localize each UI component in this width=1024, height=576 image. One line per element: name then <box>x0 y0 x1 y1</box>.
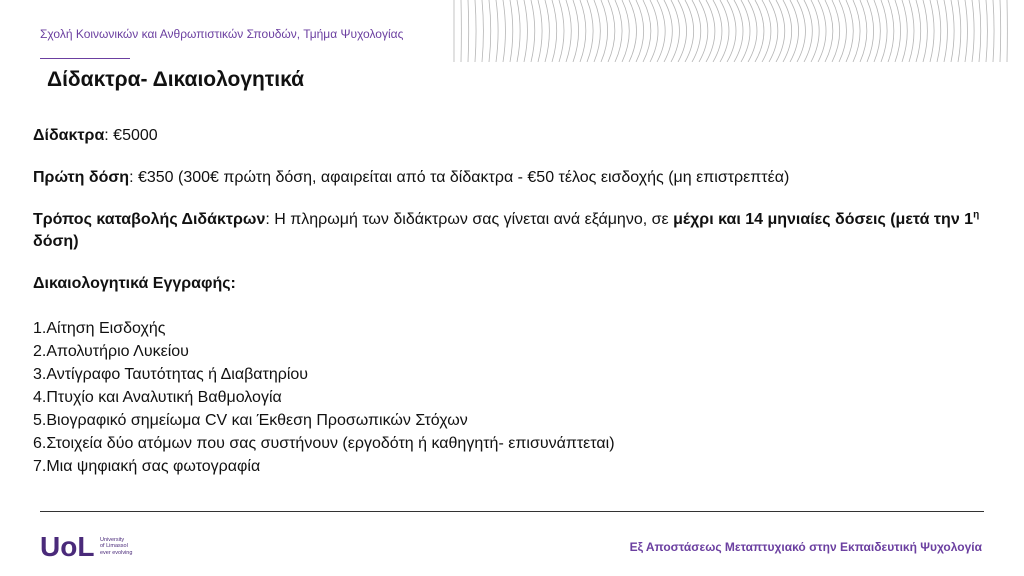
payment-label: Τρόπος καταβολής Διδάκτρων <box>33 211 266 228</box>
list-item: 1.Αίτηση Εισδοχής <box>33 320 166 337</box>
list-item: 5.Βιογραφικό σημείωμα CV και Έκθεση Προσωπικών Στόχων <box>33 412 468 429</box>
pattern-arc <box>503 0 505 62</box>
pattern-arc <box>755 0 764 62</box>
pattern-arc <box>615 0 622 62</box>
pattern-arc <box>846 0 853 62</box>
pattern-arc <box>559 0 564 62</box>
pattern-arc <box>748 0 757 62</box>
pattern-arc <box>944 0 947 62</box>
documents-list <box>33 317 983 478</box>
pattern-arc <box>734 0 743 62</box>
pattern-arc <box>895 0 901 62</box>
fees-value: : €5000 <box>104 127 158 144</box>
list-item: 3.Αντίγραφο Ταυτότητας ή Διαβατηρίου <box>33 366 309 383</box>
payment-text: : Η πληρωμή των διδάκτρων σας γίνεται ανά εξάμηνο, σε <box>265 211 674 228</box>
pattern-arc <box>517 0 520 62</box>
pattern-arc <box>720 0 729 62</box>
pattern-arc <box>776 0 785 62</box>
first-installment-line <box>33 167 983 189</box>
pattern-arc <box>881 0 887 62</box>
pattern-arc <box>923 0 927 62</box>
pattern-arc <box>601 0 608 62</box>
svg-text:UoL: UoL <box>40 531 95 562</box>
payment-line <box>33 209 983 253</box>
pattern-arc <box>636 0 644 62</box>
pattern-arc <box>524 0 527 62</box>
pattern-arc <box>643 0 651 62</box>
uol-logo-icon <box>40 528 98 562</box>
pattern-arc <box>629 0 636 62</box>
pattern-arc <box>482 0 483 62</box>
pattern-arc <box>573 0 579 62</box>
logo-caption: University of Limassol ever evolving <box>100 536 133 556</box>
pattern-arc <box>902 0 907 62</box>
page-title: Δίδακτρα- Δικαιολογητικά <box>47 68 305 91</box>
pattern-arc <box>622 0 629 62</box>
pattern-arc <box>951 0 954 62</box>
divider <box>40 58 130 59</box>
pattern-arc <box>545 0 549 62</box>
footer-divider <box>40 511 984 512</box>
pattern-arc <box>769 0 778 62</box>
pattern-arc <box>867 0 874 62</box>
pattern-arc <box>538 0 542 62</box>
pattern-arc <box>552 0 557 62</box>
pattern-arc <box>741 0 750 62</box>
pattern-arc <box>762 0 771 62</box>
first-installment-value: : €350 (300€ πρώτη δόση, αφαιρείται από τα δίδακτρα - €50 τέλος εισδοχής (μη επιστρεπτέα) <box>129 169 790 186</box>
program-name: Εξ Αποστάσεως Μεταπτυχιακό στην Εκπαιδευτική Ψυχολογία <box>629 540 982 554</box>
main-content <box>33 125 983 478</box>
list-item: 4.Πτυχίο και Αναλυτική Βαθμολογία <box>33 389 282 406</box>
pattern-arc <box>888 0 894 62</box>
pattern-arc <box>937 0 941 62</box>
pattern-arc <box>909 0 914 62</box>
pattern-arc <box>713 0 722 62</box>
pattern-arc <box>510 0 513 62</box>
list-item: 2.Απολυτήριο Λυκείου <box>33 343 189 360</box>
pattern-arc <box>965 0 967 62</box>
pattern-arc <box>1000 0 1001 62</box>
pattern-arc <box>958 0 961 62</box>
pattern-arc <box>839 0 846 62</box>
fees-label: Δίδακτρα <box>33 127 105 144</box>
pattern-arc <box>699 0 708 62</box>
pattern-arc <box>930 0 934 62</box>
pattern-arc <box>580 0 586 62</box>
fees-line <box>33 125 983 147</box>
pattern-arc <box>916 0 921 62</box>
pattern-arc <box>853 0 860 62</box>
school-name: Σχολή Κοινωνικών και Ανθρωπιστικών Σπουδών, Τμήμα Ψυχολογίας <box>40 27 404 41</box>
pattern-arc <box>972 0 974 62</box>
pattern-arc <box>475 0 476 62</box>
university-logo <box>40 528 132 562</box>
pattern-arc <box>993 0 994 62</box>
pattern-arc <box>783 0 792 62</box>
pattern-arc <box>587 0 593 62</box>
first-installment-label: Πρώτη δόση <box>33 169 130 186</box>
pattern-arc <box>594 0 600 62</box>
pattern-arc <box>496 0 498 62</box>
decorative-arc-pattern <box>444 0 1024 62</box>
pattern-arc <box>489 0 491 62</box>
pattern-arc <box>706 0 715 62</box>
pattern-arc <box>727 0 736 62</box>
payment-bold: μέχρι και 14 μηνιαίες δόσεις (μετά την $1^\eta$ δόση) <box>33 209 980 250</box>
documents-heading: Δικαιολογητικά Εγγραφής: <box>33 275 236 292</box>
pattern-arc <box>986 0 987 62</box>
pattern-arc <box>566 0 571 62</box>
pattern-arc <box>979 0 981 62</box>
pattern-arc <box>874 0 880 62</box>
pattern-arc <box>608 0 615 62</box>
pattern-arc <box>860 0 867 62</box>
pattern-arc <box>531 0 535 62</box>
list-item: 6.Στοιχεία δύο ατόμων που σας συστήνουν (εργοδότη ή καθηγητή- επισυνάπτεται) <box>33 435 615 452</box>
pattern-arc <box>468 0 469 62</box>
list-item: 7.Μια ψηφιακή σας φωτογραφία <box>33 458 261 475</box>
